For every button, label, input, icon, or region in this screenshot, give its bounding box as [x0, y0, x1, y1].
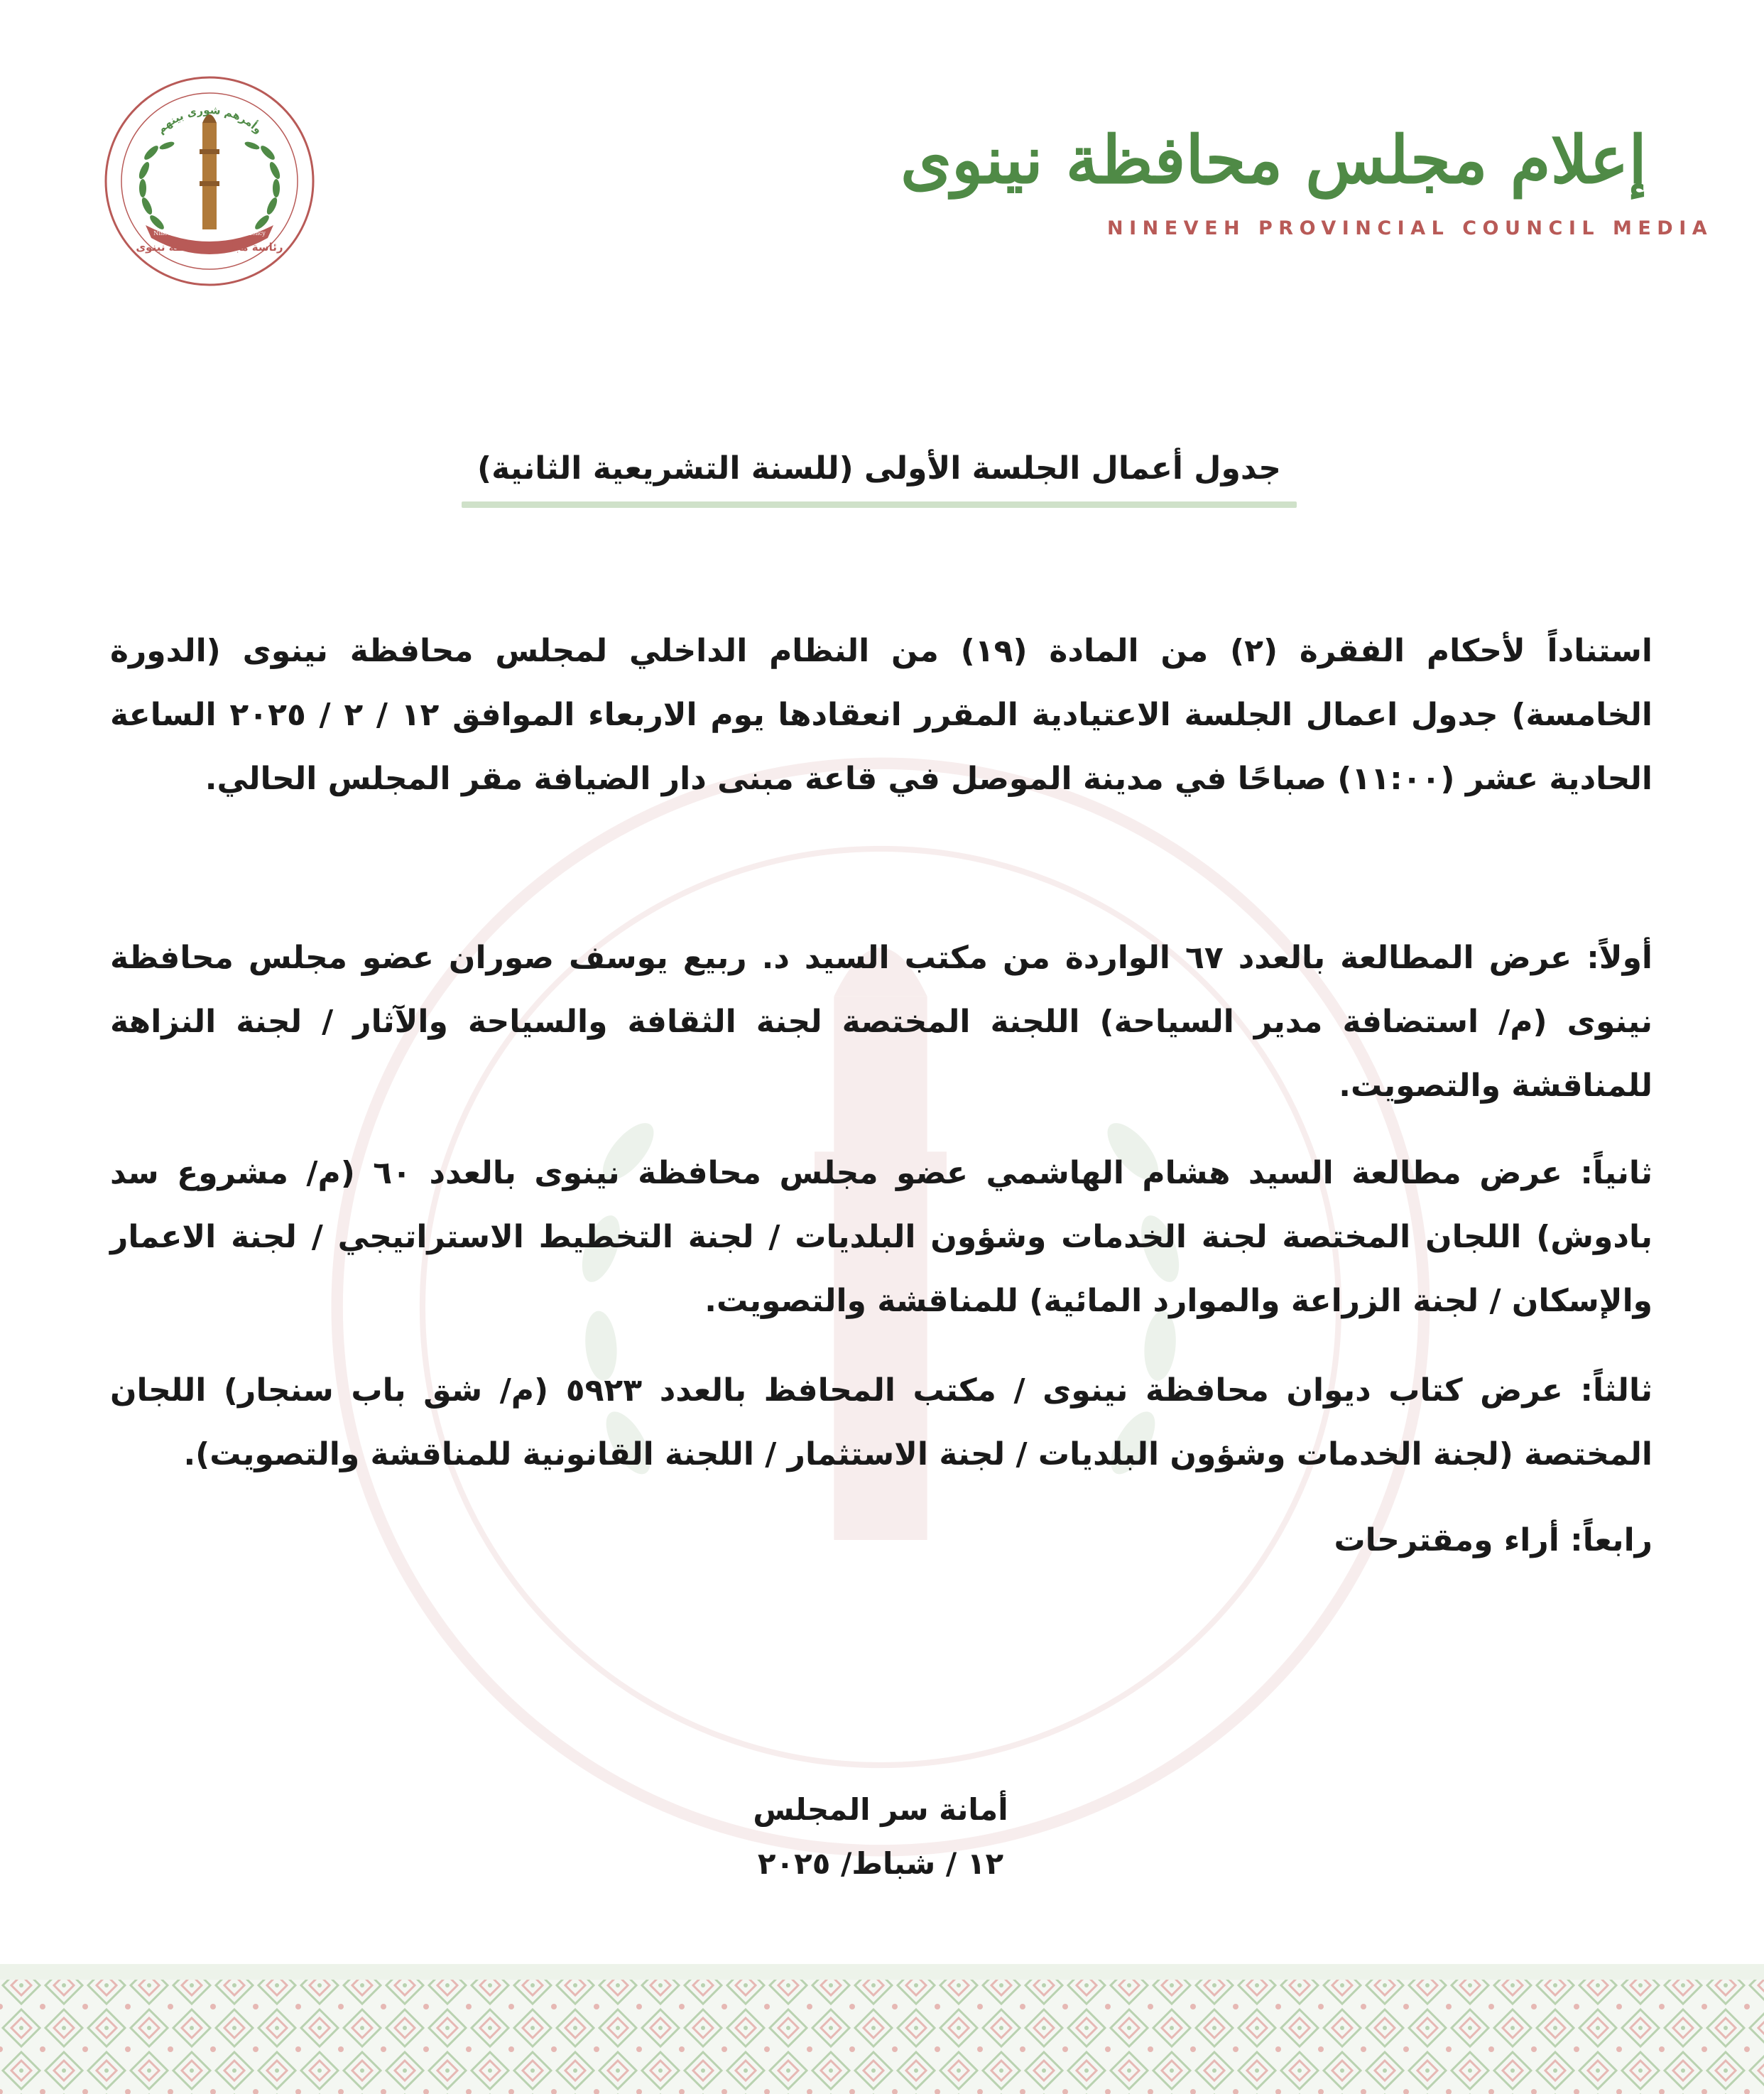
intro-paragraph — [110, 619, 1653, 811]
agenda-item — [110, 1141, 1653, 1333]
media-brand — [900, 121, 1714, 239]
agenda-item-3: ثالثاً: عرض كتاب ديوان محافظة نينوى / مكتب المحافظ بالعدد ٥٩٢٣ (م/ شق باب سنجار) اللجان المختصة (لجنة الخدمات وشؤون البلديات / لجنة الاستثمار / اللجنة القانونية للمناقشة والتصويت). — [110, 1372, 1653, 1472]
seal-bottom-text: رئاسة مجلس محافظة نينوى — [136, 241, 283, 254]
footer-ornament — [0, 1964, 1764, 2094]
agenda-item — [110, 926, 1653, 1118]
intro-text: استناداً لأحكام الفقرة (٢) من المادة (١٩) من النظام الداخلي لمجلس محافظة نينوى (الدورة الخامسة) جدول اعمال الجلسة الاعتيادية المقرر انعقادها يوم الاربعاء الموافق ١٢ / ٢ / ٢٠٢٥ الساعة الحادية عشر (١١:٠٠) صباحًا في مدينة الموصل في قاعة مبنى دار الضيافة مقر المجلس الحالي. — [110, 633, 1653, 797]
title-underline — [462, 501, 1297, 508]
document-title-block — [462, 446, 1297, 508]
signature-office: أمانة سر المجلس — [753, 1792, 1008, 1827]
council-seal-icon — [103, 75, 316, 288]
agenda-item-2: ثانياً: عرض مطالعة السيد هشام الهاشمي عضو مجلس محافظة نينوى بالعدد ٦٠ (م/ مشروع سد بادوش) اللجان المختصة لجنة الخدمات وشؤون البلديات / لجنة التخطيط الاستراتيجي / لجنة الاعمار والإسكان / لجنة الزراعة والموارد المائية) للمناقشة والتصويت. — [110, 1155, 1653, 1319]
agenda-item-4: رابعاً: أراء ومقترحات — [1334, 1522, 1653, 1558]
seal-top-text: وأمرهم شورى بينهم — [154, 103, 265, 136]
brand-arabic: إعلام مجلس محافظة نينوى — [900, 121, 1647, 198]
signature-block — [710, 1783, 1051, 1891]
seal-english-text: Nineveh Provincial Council Presidency — [153, 230, 266, 237]
agenda-item-1: أولاً: عرض المطالعة بالعدد ٦٧ الواردة من مكتب السيد د. ربيع يوسف صوران عضو مجلس محافظة نينوى (م/ استضافة مدير السياحة) اللجنة المختصة لجنة الثقافة والسياحة والآثار / لجنة النزاهة للمناقشة والتصويت. — [110, 940, 1653, 1104]
brand-english: NINEVEH PROVINCIAL COUNCIL MEDIA — [1107, 217, 1714, 239]
agenda-item — [110, 1359, 1653, 1487]
signature-date: ١٢ / شباط/ ٢٠٢٥ — [757, 1846, 1004, 1881]
document-title: جدول أعمال الجلسة الأولى (للسنة التشريعية الثانية) — [477, 450, 1281, 487]
agenda-item — [110, 1509, 1653, 1573]
